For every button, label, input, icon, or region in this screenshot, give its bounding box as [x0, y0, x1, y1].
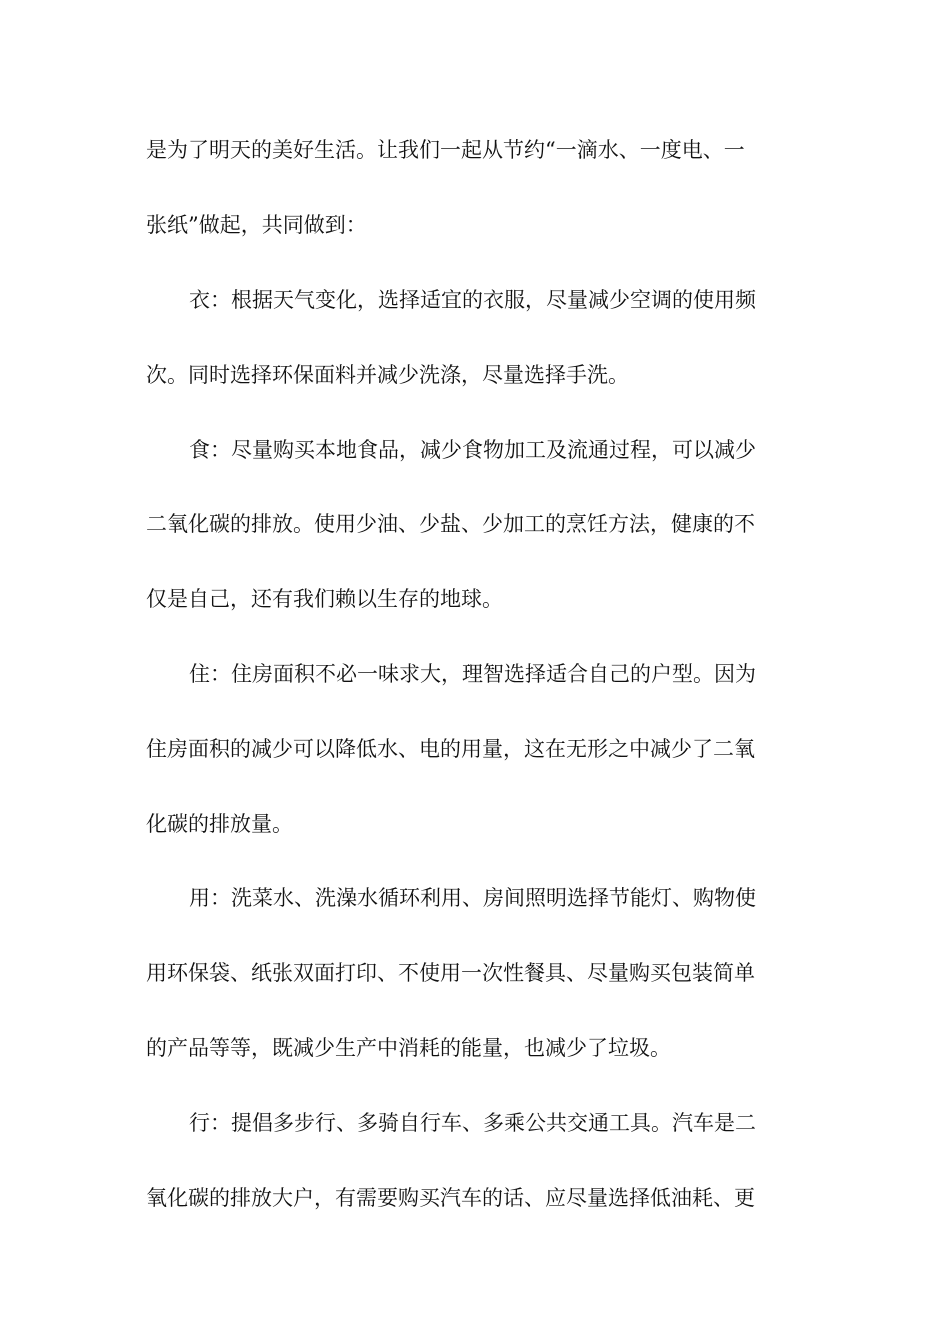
text-line: 二氧化碳的排放。使用少油、少盐、少加工的烹饪方法，健康的不 [146, 512, 755, 536]
text-line: 仅是自己，还有我们赖以生存的地球。 [146, 587, 503, 611]
text-line: 的产品等等，既减少生产中消耗的能量，也减少了垃圾。 [146, 1036, 671, 1060]
text-line: 化碳的排放量。 [146, 812, 293, 836]
paragraph-travel-start: 行：提倡多步行、多骑自行车、多乘公共交通工具。汽车是二 [189, 1111, 756, 1135]
paragraph-food-start: 食：尽量购买本地食品，减少食物加工及流通过程，可以减少 [189, 438, 756, 462]
paragraph-housing-start: 住：住房面积不必一味求大，理智选择适合自己的户型。因为 [189, 662, 756, 686]
text-line: 用环保袋、纸张双面打印、不使用一次性餐具、尽量购买包装简单 [146, 961, 755, 985]
text-line: 是为了明天的美好生活。让我们一起从节约“一滴水、一度电、一 [146, 138, 745, 162]
text-line: 张纸”做起，共同做到： [146, 213, 367, 237]
paragraph-clothing-start: 衣：根据天气变化，选择适宜的衣服，尽量减少空调的使用频 [189, 288, 756, 312]
text-line: 次。同时选择环保面料并减少洗涤，尽量选择手洗。 [146, 363, 629, 387]
paragraph-use-start: 用：洗菜水、洗澡水循环利用、房间照明选择节能灯、购物使 [189, 886, 756, 910]
text-line: 氧化碳的排放大户，有需要购买汽车的话、应尽量选择低油耗、更 [146, 1186, 755, 1210]
text-line: 住房面积的减少可以降低水、电的用量，这在无形之中减少了二氧 [146, 737, 755, 761]
